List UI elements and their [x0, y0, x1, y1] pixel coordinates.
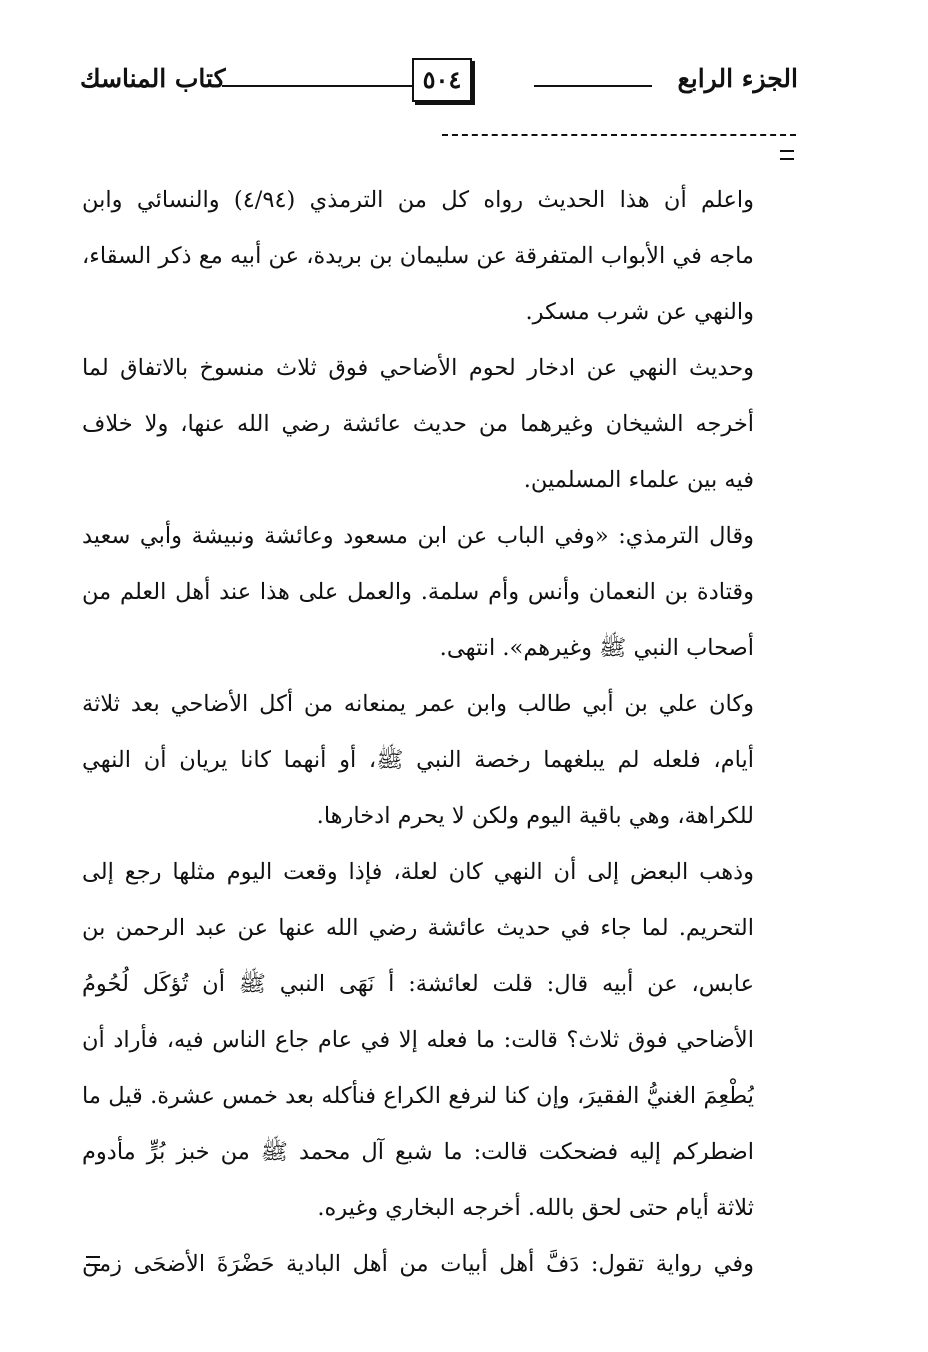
text-line: أصحاب النبي ﷺ وغيرهم». انتهى.	[439, 635, 754, 661]
text-line: اضطركم إليه فضحكت قالت: ما شبع آل محمد ﷺ من خبز بُرٍّ مأدوم	[82, 1139, 754, 1165]
text-line: والنهي عن شرب مسكر.	[525, 299, 754, 325]
text-line: وحديث النهي عن ادخار لحوم الأضاحي فوق ثلاث منسوخ بالاتفاق لما	[82, 355, 754, 381]
body-text	[82, 172, 754, 1292]
text-line: وذهب البعض إلى أن النهي كان لعلة، فإذا وقعت اليوم مثلها رجع إلى	[82, 859, 754, 885]
text-line: الأضاحي فوق ثلاث؟ قالت: ما فعله إلا في عام جاع الناس فيه، فأراد أن	[82, 1027, 754, 1053]
header-separator	[442, 134, 796, 136]
text-line: أخرجه الشيخان وغيرهما من حديث عائشة رضي الله عنها، ولا خلاف	[82, 411, 754, 437]
text-line: واعلم أن هذا الحديث رواه كل من الترمذي (٤/٩٤) والنسائي وابن	[82, 187, 754, 213]
page-number: ٥٠٤	[412, 58, 472, 102]
text-line: وقتادة بن النعمان وأنس وأم سلمة. والعمل على هذا عند أهل العلم من	[82, 579, 754, 605]
text-line: أيام، فلعله لم يبلغهما رخصة النبي ﷺ، أو أنهما كانا يريان أن النهي	[82, 747, 754, 773]
chapter-label: كتاب المناسك	[80, 64, 226, 93]
text-line: وفي رواية تقول: دَفَّ أهل أبيات من أهل البادية حَضْرَةَ الأضحَى زمن	[82, 1251, 754, 1277]
text-line: وقال الترمذي: «وفي الباب عن ابن مسعود وعائشة ونبيشة وأبي سعيد	[82, 523, 754, 549]
running-header	[80, 58, 798, 114]
header-rule	[534, 85, 652, 87]
text-line: وكان علي بن أبي طالب وابن عمر يمنعانه من أكل الأضاحي بعد ثلاثة	[82, 691, 754, 717]
text-line: التحريم. لما جاء في حديث عائشة رضي الله عنها عن عبد الرحمن بن	[82, 915, 754, 941]
text-line: يُطْعِمَ الغنيُّ الفقيرَ، وإن كنا لنرفع الكراع فنأكله بعد خمس عشرة. قيل ما	[82, 1083, 754, 1109]
header-rule	[222, 85, 412, 87]
text-line: عابس، عن أبيه قال: قلت لعائشة: أ نَهَى النبي ﷺ أن تُؤكَل لُحُومُ	[82, 971, 754, 997]
continuation-mark	[86, 1256, 100, 1266]
volume-label: الجزء الرابع	[677, 64, 798, 93]
text-line: ماجه في الأبواب المتفرقة عن سليمان بن بريدة، عن أبيه مع ذكر السقاء،	[82, 243, 754, 269]
text-line: ثلاثة أيام حتى لحق بالله. أخرجه البخاري وغيره.	[317, 1195, 754, 1221]
text-line: للكراهة، وهي باقية اليوم ولكن لا يحرم ادخارها.	[316, 803, 754, 829]
continuation-mark	[780, 150, 794, 160]
text-line: فيه بين علماء المسلمين.	[523, 467, 754, 493]
